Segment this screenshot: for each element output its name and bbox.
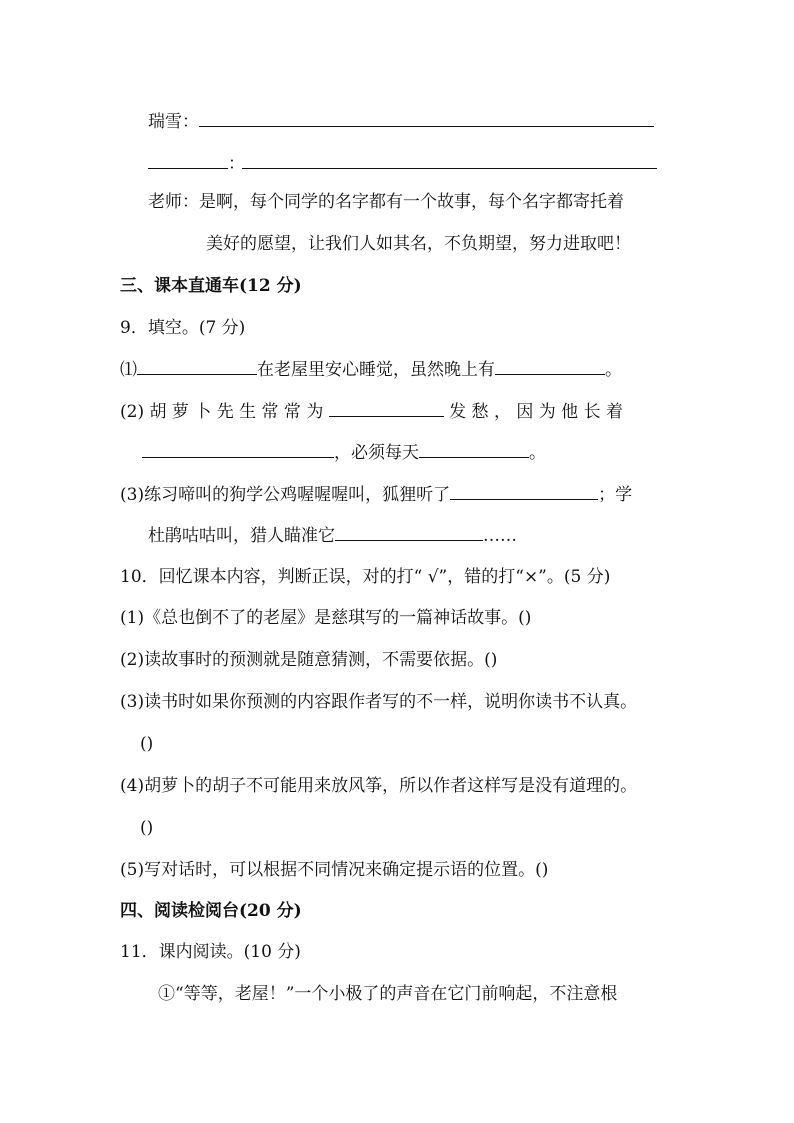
q9-p2-blank-1[interactable]	[329, 400, 444, 417]
q9-p3-semicolon: ；	[598, 485, 616, 505]
q11-paragraph-1: ①“等等，老屋！”一个小极了的声音在它门前响起，不注意根	[158, 984, 618, 1004]
teacher-label: 老师：	[148, 192, 199, 212]
q9-p3-blank-2[interactable]	[335, 524, 483, 541]
speaker-answer-blank[interactable]	[242, 152, 657, 169]
q9-p2-text-a: 胡 萝 卜 先 生 常 常 为	[149, 402, 324, 422]
q9-part-3-cont	[148, 524, 517, 547]
teacher-line-1	[148, 191, 624, 213]
q9-p3-blank-1[interactable]	[450, 483, 598, 500]
q9-part-2	[120, 400, 623, 423]
q9-p3-number: (3)	[120, 485, 145, 505]
q9-p2-end: 。	[529, 443, 546, 463]
q9-p2-blank-3[interactable]	[419, 441, 529, 458]
q10-item-3: (3)读书时如果你预测的内容跟作者写的不一样，说明你读书不认真。	[120, 692, 638, 712]
q9-title: 9．填空。(7 分)	[120, 318, 246, 338]
q9-part-2-cont	[142, 441, 546, 464]
q10-item-1: (1)《总也倒不了的老屋》是慈琪写的一篇神话故事。()	[120, 608, 532, 628]
teacher-line-2	[206, 233, 631, 255]
q9-p1-text: 在老屋里安心睡觉，虽然晚上有	[257, 360, 495, 380]
q9-p1-end: 。	[605, 360, 622, 380]
ruixue-answer-blank[interactable]	[199, 110, 654, 127]
q10-item-5: (5)写对话时，可以根据不同情况来确定提示语的位置。()	[120, 860, 549, 880]
q9-p1-number: ⑴	[120, 360, 137, 380]
teacher-text-1: 是啊，每个同学的名字都有一个故事，每个名字都寄托着	[199, 192, 624, 212]
q9-part-3	[120, 483, 632, 506]
q9-p3-text-b: 学	[615, 485, 633, 505]
q10-item-2: (2)读故事时的预测就是随意猜测，不需要依据。()	[120, 650, 498, 670]
q9-p1-blank-1[interactable]	[137, 358, 257, 375]
q9-p1-blank-2[interactable]	[495, 358, 605, 375]
q9-p2-text-c: ，必须每天	[334, 443, 419, 463]
q10-item-3-answer[interactable]: ()	[140, 734, 154, 754]
q9-p3-text-a: 练习啼叫的狗学公鸡喔喔喔叫，狐狸听了	[144, 485, 451, 505]
section-3-title: 三、课本直通车(12 分)	[120, 276, 302, 296]
q10-title: 10．回忆课本内容，判断正误，对的打“ √”，错的打“×”。(5 分)	[120, 567, 611, 587]
ruixue-label: 瑞雪：	[148, 112, 199, 132]
section-4-title: 四、阅读检阅台(20 分)	[120, 901, 302, 921]
q9-p2-blank-2[interactable]	[142, 441, 334, 458]
teacher-text-2: 美好的愿望，让我们人如其名，不负期望，努力进取吧！	[206, 234, 631, 254]
q9-p3-end: ……	[483, 526, 517, 546]
q9-p3-text-c: 杜鹃咕咕叫，猎人瞄准它	[148, 526, 335, 546]
ruixue-line	[148, 110, 654, 133]
q11-title: 11．课内阅读。(10 分)	[120, 942, 301, 962]
speaker-colon: ：	[228, 154, 245, 174]
q9-part-1	[120, 358, 622, 381]
q10-item-4: (4)胡萝卜的胡子不可能用来放风筝，所以作者这样写是没有道理的。	[120, 776, 638, 796]
speaker-line	[148, 152, 657, 175]
speaker-name-blank[interactable]	[148, 152, 228, 169]
q10-item-4-answer[interactable]: ()	[140, 818, 154, 838]
q9-p2-number: (2)	[120, 402, 145, 422]
q9-p2-text-b: 发 愁 ， 因 为 他 长 着	[449, 402, 623, 422]
